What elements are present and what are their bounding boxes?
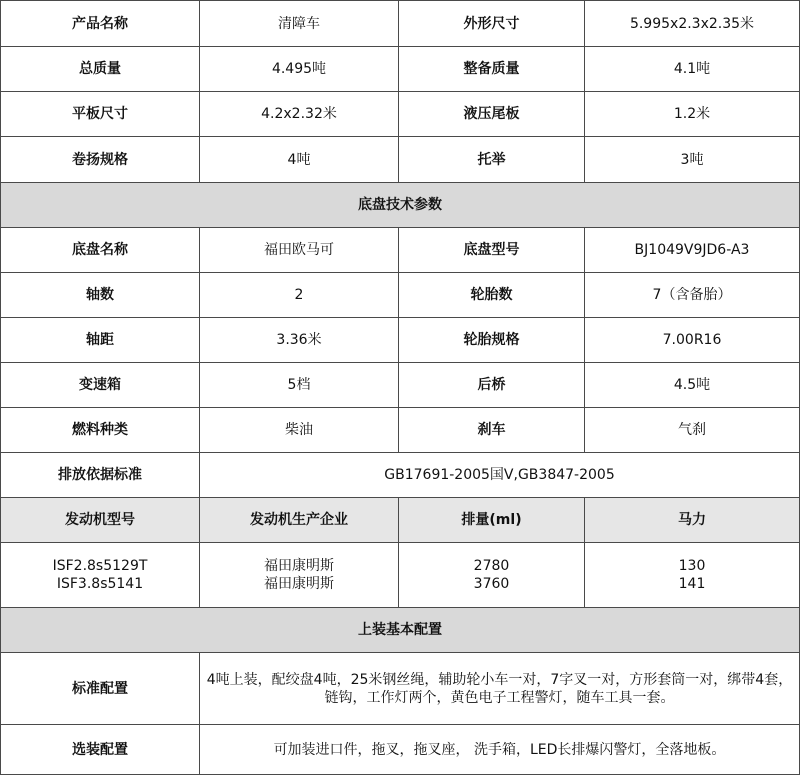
engine-displacement-1: 2780: [473, 558, 510, 574]
engine-hp-header: 马力: [585, 498, 800, 543]
table-row: [1, 273, 800, 318]
engine-data-row: [1, 543, 800, 608]
tire-spec-label: 轮胎规格: [399, 318, 585, 363]
table-row: [1, 725, 800, 775]
table-row: [1, 137, 800, 183]
table-row: [1, 1, 800, 47]
table-row: [1, 318, 800, 363]
table-row: [1, 653, 800, 725]
engine-model-1: ISF2.8s5129T: [52, 558, 148, 574]
engine-model-cell: [1, 543, 200, 608]
fuel-value: 柴油: [200, 408, 399, 453]
engine-hp-cell: [585, 543, 800, 608]
section-row: [1, 183, 800, 228]
engine-maker-1: 福田康明斯: [264, 558, 334, 574]
standard-config-value: 4吨上装，配绞盘4吨，25米钢丝绳，辅助轮小车一对，7字叉一对，方形套筒一对，绑带4套，链钩，工作灯两个，黄色电子工程警灯，随车工具一套。: [200, 653, 800, 725]
tires-label: 轮胎数: [399, 273, 585, 318]
optional-config-label: 选装配置: [1, 725, 200, 775]
upper-section-title: 上装基本配置: [1, 608, 800, 653]
total-mass-value: 4.495吨: [200, 47, 399, 92]
axles-label: 轴数: [1, 273, 200, 318]
gearbox-value: 5档: [200, 363, 399, 408]
engine-displacement-2: 3760: [473, 576, 510, 592]
tailgate-label: 液压尾板: [399, 92, 585, 137]
emission-value: GB17691-2005国Ⅴ,GB3847-2005: [200, 453, 800, 498]
flatbed-value: 4.2x2.32米: [200, 92, 399, 137]
table-row: [1, 363, 800, 408]
engine-maker-cell: [200, 543, 399, 608]
engine-header-row: [1, 498, 800, 543]
optional-config-value: 可加装进口件，拖叉，拖叉座， 洗手箱，LED长排爆闪警灯，全落地板。: [200, 725, 800, 775]
chassis-model-value: BJ1049V9JD6-A3: [585, 228, 800, 273]
chassis-section-title: 底盘技术参数: [1, 183, 800, 228]
engine-hp-1: 130: [678, 558, 706, 574]
lift-value: 3吨: [585, 137, 800, 183]
engine-hp-2: 141: [678, 576, 706, 592]
wheelbase-label: 轴距: [1, 318, 200, 363]
wheelbase-value: 3.36米: [200, 318, 399, 363]
rear-axle-label: 后桥: [399, 363, 585, 408]
engine-model-header: 发动机型号: [1, 498, 200, 543]
engine-displacement-header: 排量(ml): [399, 498, 585, 543]
engine-maker-header: 发动机生产企业: [200, 498, 399, 543]
axles-value: 2: [200, 273, 399, 318]
winch-value: 4吨: [200, 137, 399, 183]
product-name-value: 清障车: [200, 1, 399, 47]
flatbed-label: 平板尺寸: [1, 92, 200, 137]
curb-mass-value: 4.1吨: [585, 47, 800, 92]
dims-label: 外形尺寸: [399, 1, 585, 47]
table-row: [1, 453, 800, 498]
table-row: [1, 92, 800, 137]
rear-axle-value: 4.5吨: [585, 363, 800, 408]
emission-label: 排放依据标准: [1, 453, 200, 498]
table-row: [1, 47, 800, 92]
standard-config-label: 标准配置: [1, 653, 200, 725]
chassis-name-value: 福田欧马可: [200, 228, 399, 273]
engine-displacement-cell: [399, 543, 585, 608]
brake-value: 气刹: [585, 408, 800, 453]
brake-label: 刹车: [399, 408, 585, 453]
gearbox-label: 变速箱: [1, 363, 200, 408]
dims-value: 5.995x2.3x2.35米: [585, 1, 800, 47]
engine-model-2: ISF3.8s5141: [56, 576, 144, 592]
tires-value: 7（含备胎）: [585, 273, 800, 318]
fuel-label: 燃料种类: [1, 408, 200, 453]
tailgate-value: 1.2米: [585, 92, 800, 137]
engine-maker-2: 福田康明斯: [264, 576, 334, 592]
curb-mass-label: 整备质量: [399, 47, 585, 92]
section-row: [1, 608, 800, 653]
total-mass-label: 总质量: [1, 47, 200, 92]
winch-label: 卷扬规格: [1, 137, 200, 183]
table-row: [1, 228, 800, 273]
tire-spec-value: 7.00R16: [585, 318, 800, 363]
chassis-name-label: 底盘名称: [1, 228, 200, 273]
product-name-label: 产品名称: [1, 1, 200, 47]
table-row: [1, 408, 800, 453]
lift-label: 托举: [399, 137, 585, 183]
chassis-model-label: 底盘型号: [399, 228, 585, 273]
